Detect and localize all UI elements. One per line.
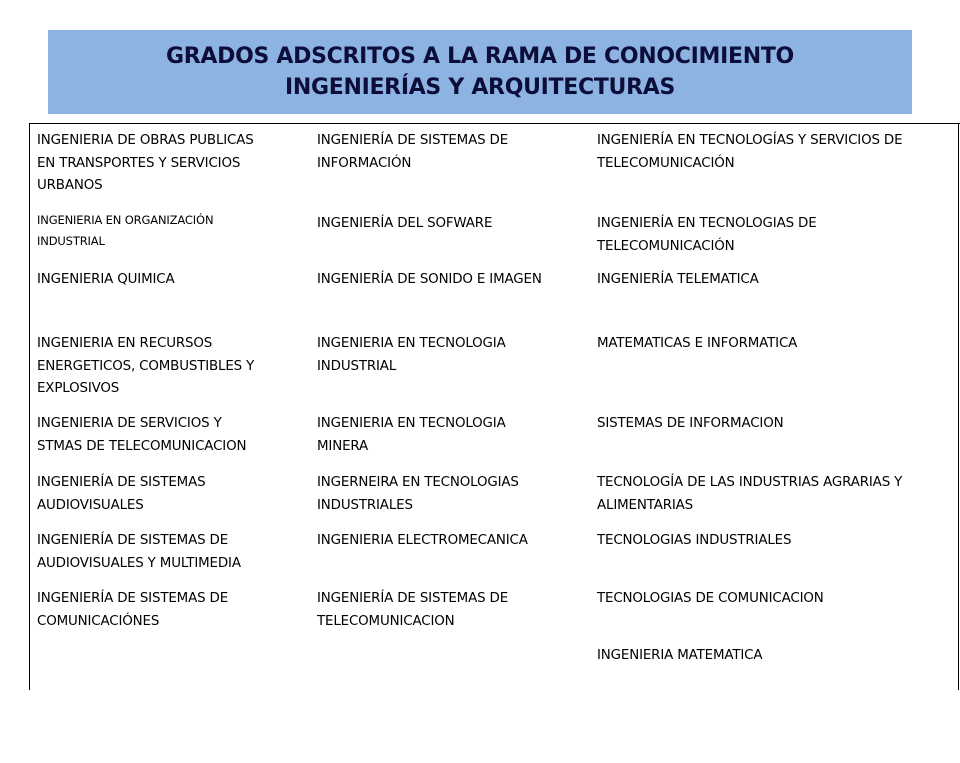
degree-cell: INGENIERIA QUIMICA bbox=[37, 272, 175, 287]
table-right-border bbox=[958, 123, 959, 690]
degree-cell: TECNOLOGÍA DE LAS INDUSTRIAS AGRARIAS Y ALIMENTARIAS bbox=[597, 475, 903, 513]
degree-cell: INGENIERIA DE SERVICIOS Y STMAS DE TELECOMUNICACION bbox=[37, 416, 247, 454]
title-banner bbox=[48, 30, 912, 114]
degree-cell: INGENIERIA EN ORGANIZACIÓN INDUSTRIAL bbox=[37, 213, 214, 248]
degree-cell: INGENIERÍA EN TECNOLOGIAS DE TELECOMUNICACIÓN bbox=[597, 216, 817, 254]
degree-cell: INGENIERIA MATEMATICA bbox=[597, 648, 763, 663]
degree-cell: INGENIERIA EN TECNOLOGIA MINERA bbox=[317, 416, 506, 454]
title-line-2: INGENIERÍAS Y ARQUITECTURAS bbox=[284, 75, 676, 100]
degree-cell: INGENIERÍA DE SISTEMAS DE AUDIOVISUALES Y MULTIMEDIA bbox=[37, 533, 241, 571]
degree-cell: INGERNEIRA EN TECNOLOGIAS INDUSTRIALES bbox=[317, 475, 519, 513]
degree-cell: INGENIERÍA EN TECNOLOGÍAS Y SERVICIOS DE TELECOMUNICACIÓN bbox=[597, 133, 903, 171]
degree-cell: INGENIERÍA DE SISTEMAS DE COMUNICACIÓNES bbox=[37, 591, 229, 629]
degree-cell: INGENIERÍA DE SONIDO E IMAGEN bbox=[317, 272, 542, 287]
title-line-1: GRADOS ADSCRITOS A LA RAMA DE CONOCIMIENTO bbox=[166, 44, 794, 69]
degree-cell: TECNOLOGIAS INDUSTRIALES bbox=[597, 533, 792, 548]
degree-cell: INGENIERÍA DE SISTEMAS DE TELECOMUNICACION bbox=[317, 591, 509, 629]
degree-cell: INGENIERIA ELECTROMECANICA bbox=[317, 533, 528, 548]
degree-cell: MATEMATICAS E INFORMATICA bbox=[597, 336, 798, 351]
degree-cell: TECNOLOGIAS DE COMUNICACION bbox=[597, 591, 824, 606]
degree-cell: INGENIERIA EN TECNOLOGIA INDUSTRIAL bbox=[317, 336, 506, 374]
degree-cell: INGENIERÍA DEL SOFWARE bbox=[317, 216, 493, 231]
degree-cell: INGENIERIA DE OBRAS PUBLICAS EN TRANSPORTES Y SERVICIOS URBANOS bbox=[37, 133, 254, 193]
degree-cell: INGENIERIA EN RECURSOS ENERGETICOS, COMBUSTIBLES Y EXPLOSIVOS bbox=[37, 336, 255, 396]
degree-cell: INGENIERÍA TELEMATICA bbox=[597, 272, 759, 287]
degree-cell: INGENIERÍA DE SISTEMAS DE INFORMACIÓN bbox=[317, 133, 509, 171]
degree-cell: INGENIERÍA DE SISTEMAS AUDIOVISUALES bbox=[37, 475, 206, 513]
degree-cell: SISTEMAS DE INFORMACION bbox=[597, 416, 784, 431]
